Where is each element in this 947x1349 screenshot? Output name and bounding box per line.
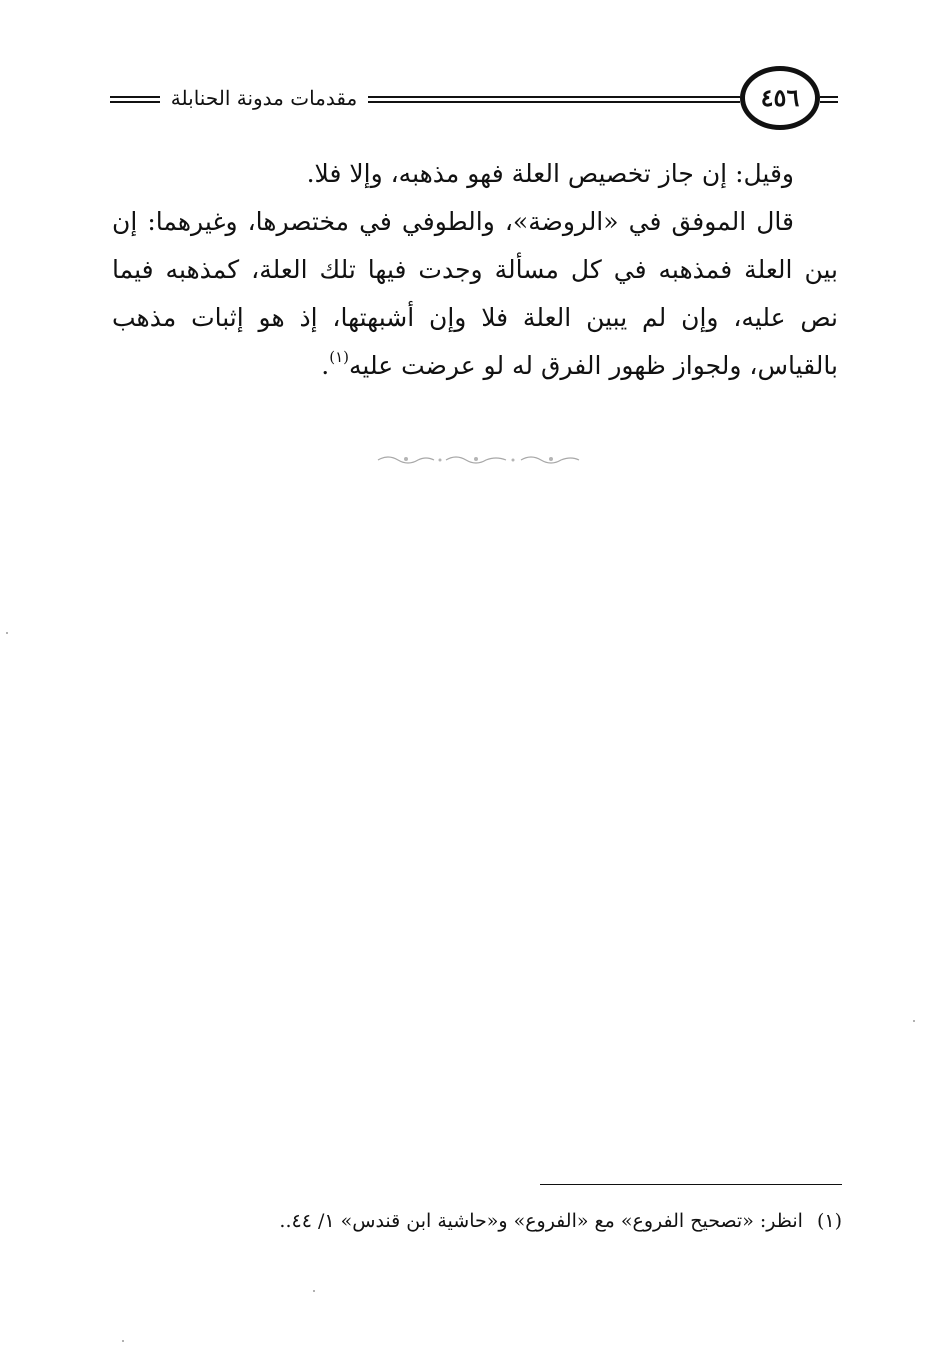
scan-speck: [313, 1290, 315, 1292]
footnote: [200, 1205, 842, 1237]
paragraph: [112, 150, 838, 198]
header-rule-right: [820, 96, 838, 103]
header-rule-left: [110, 96, 160, 103]
section-divider-ornament: [376, 450, 581, 470]
book-title: مقدمات مدونة الحنابلة: [170, 86, 358, 110]
page-number: ٤٥٦: [760, 83, 800, 112]
footnote-separator: [540, 1184, 842, 1185]
paragraph: [112, 198, 838, 390]
footnote-text: انظر: «تصحيح الفروع» مع «الفروع» و«حاشية ابن قندس» ١/ ٤٤..: [279, 1210, 803, 1232]
footnote-number: (١): [816, 1210, 842, 1232]
scan-speck: [6, 632, 8, 634]
header-rule-middle: [368, 96, 740, 103]
scan-speck: [122, 1340, 124, 1342]
scan-speck: [913, 1020, 915, 1022]
running-header: [110, 66, 838, 130]
main-text: [112, 150, 838, 390]
paragraph-end-mark: .: [321, 351, 330, 380]
paragraph-text: قال الموفق في «الروضة»، والطوفي في مختصرها، وغيرهما: إن بين العلة فمذهبه في كل مسألة وجدت فيها تلك العلة، كمذهبه فيما نص عليه، وإن لم يبين العلة فلا وإن أشبهتها، إذ هو إثبات مذهب بالقياس، ولجواز ظهور الفرق له لو عرضت عليه: [112, 207, 838, 380]
page-number-badge: [740, 66, 820, 130]
footnote-reference: (١): [329, 348, 350, 366]
paragraph-text: وقيل: إن جاز تخصيص العلة فهو مذهبه، وإلا فلا.: [306, 159, 794, 188]
